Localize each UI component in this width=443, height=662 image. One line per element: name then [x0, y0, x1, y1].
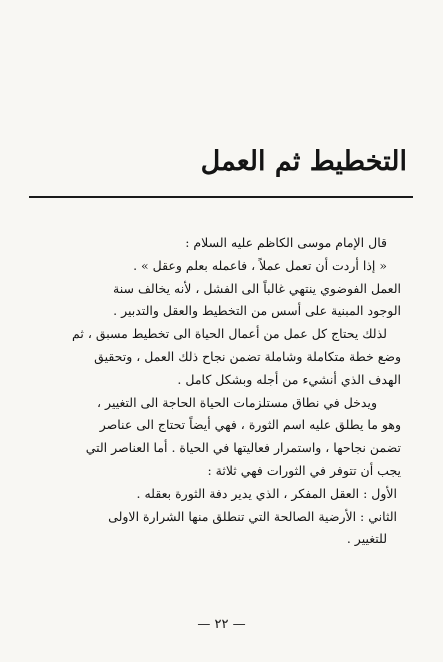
text-line: « إذا أردت أن تعمل عملاً ، فاعمله بعلم وعقل » .: [133, 257, 387, 273]
text-line: الوجود المبنية على أسس من التخطيط والعقل والتدبير .: [113, 303, 401, 319]
text-line: ويدخل في نطاق مستلزمات الحياة الحاجة الى التغيير ،: [97, 394, 377, 410]
text-line: الهدف الذي أنشيء من أجله وبشكل كامل .: [177, 371, 401, 387]
text-line: قال الإمام موسى الكاظم عليه السلام :: [185, 235, 387, 250]
text-line: وضع خطة متكاملة وشاملة تضمن نجاح ذلك العمل ، وتحقيق: [94, 348, 401, 364]
text-line: الثاني : الأرضية الصالحة التي تنطلق منها الشرارة الاولى: [108, 508, 397, 524]
text-line: يجب أن تتوفر في الثورات فهي ثلاثة :: [207, 462, 401, 478]
chapter-title: التخطيط ثم العمل: [200, 146, 407, 177]
text-line: العمل الفوضوي ينتهي غالباً الى الفشل ، لأنه يخالف سنة: [113, 280, 401, 296]
text-line: تضمن نجاحها ، واستمرار فعاليتها في الحياة . أما العناصر التي: [85, 440, 401, 456]
page-number: — ٢٢ —: [197, 617, 246, 632]
text-line: الأول : العقل المفكر ، الذي يدير دفة الثورة بعقله .: [136, 485, 397, 501]
text-line: للتغيير .: [346, 531, 387, 547]
title-divider: [29, 196, 413, 198]
body-text: [41, 232, 401, 551]
text-line: لذلك يحتاج كل عمل من أعمال الحياة الى تخطيط مسبق ، ثم: [72, 326, 387, 342]
text-line: وهو ما يطلق عليه اسم الثورة ، فهي أيضاً تحتاج الى عناصر: [99, 417, 401, 433]
